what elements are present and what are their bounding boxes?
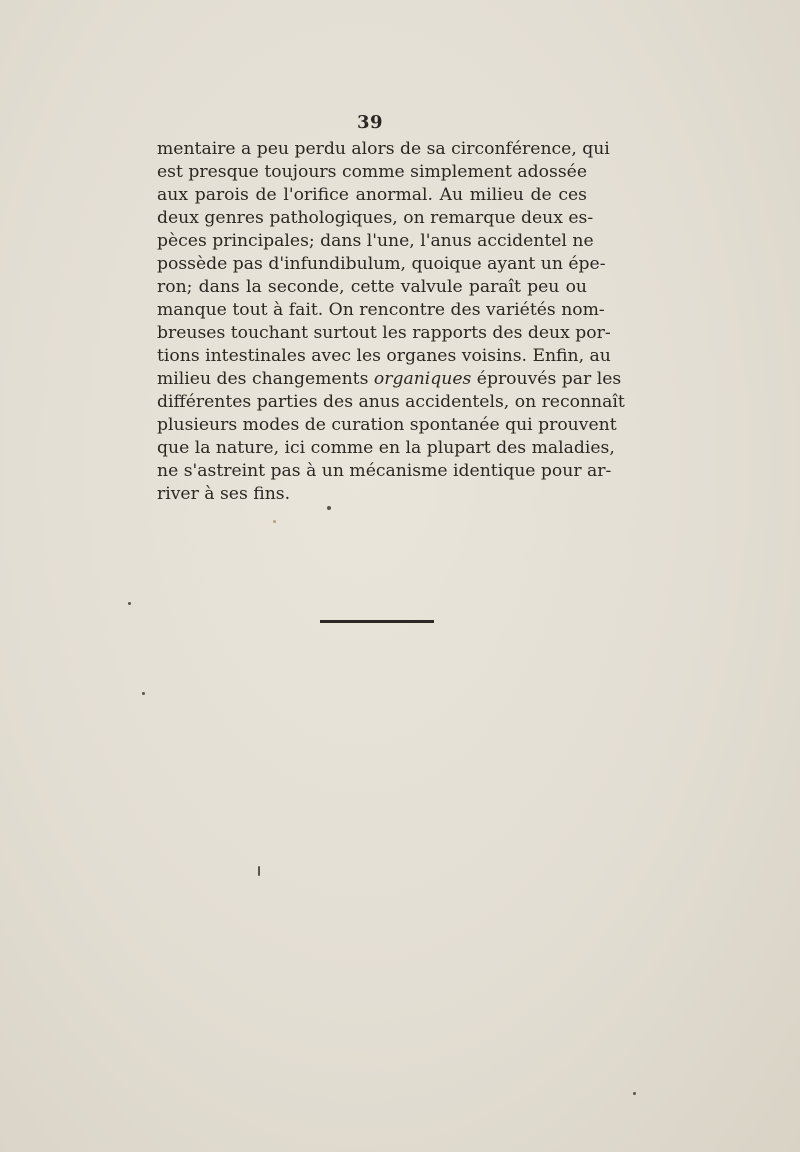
paper-speck bbox=[128, 602, 131, 605]
text-line: aux parois de l'orifice anormal. Au milieu de ces bbox=[157, 185, 587, 205]
paper-speck bbox=[327, 506, 331, 510]
text-line: manque tout à fait. On rencontre des variétés nom- bbox=[157, 300, 605, 320]
text-line: river à ses fins. bbox=[157, 484, 291, 504]
text-segment: milieu des changements bbox=[157, 369, 374, 389]
text-line: est presque toujours comme simplement adossée bbox=[157, 162, 587, 182]
text-segment: éprouvés par les bbox=[471, 369, 622, 389]
text-line: ron; dans la seconde, cette valvule paraît peu ou bbox=[157, 277, 587, 297]
text-line: que la nature, ici comme en la plupart des maladies, bbox=[157, 438, 615, 458]
text-line-with-italic bbox=[157, 368, 622, 391]
text-line: deux genres pathologiques, on remarque deux es- bbox=[157, 208, 594, 228]
text-line: plusieurs modes de curation spontanée qui prouvent bbox=[157, 415, 617, 435]
text-line: mentaire a peu perdu alors de sa circonférence, qui bbox=[157, 139, 610, 159]
body-text bbox=[157, 138, 625, 506]
paper-speck bbox=[633, 1092, 636, 1095]
text-line: différentes parties des anus accidentels, on reconnaît bbox=[157, 392, 625, 412]
italic-word: organiques bbox=[373, 369, 472, 389]
text-line: pèces principales; dans l'une, l'anus accidentel ne bbox=[157, 231, 594, 251]
paper-speck bbox=[273, 520, 276, 523]
paper-speck bbox=[142, 692, 145, 695]
section-end-rule bbox=[320, 620, 434, 623]
text-line: ne s'astreint pas à un mécanisme identique pour ar- bbox=[157, 461, 612, 481]
text-line: breuses touchant surtout les rapports des deux por- bbox=[157, 323, 611, 343]
page-number: 39 bbox=[356, 112, 384, 133]
text-line: tions intestinales avec les organes voisins. Enfin, au bbox=[157, 346, 611, 366]
paper-speck bbox=[258, 866, 260, 876]
text-line: possède pas d'infundibulum, quoique ayant un épe- bbox=[157, 254, 606, 274]
